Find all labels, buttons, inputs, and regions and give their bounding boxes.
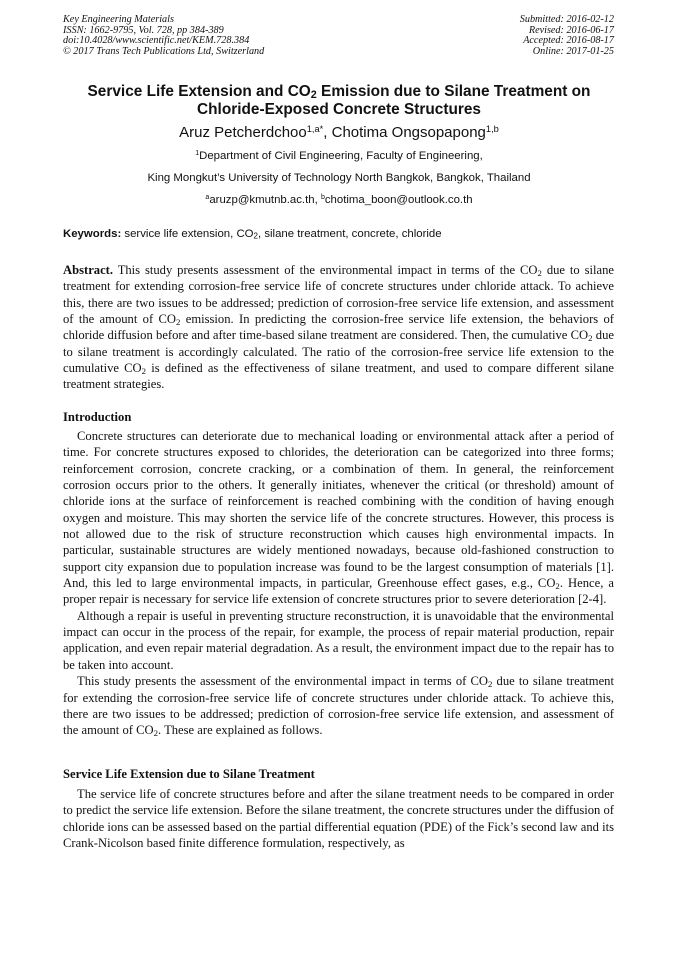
email-marker: b [320, 194, 325, 202]
email-marker: a [205, 194, 210, 202]
paragraph: Although a repair is useful in preventing structure reconstruction, it is unavoidable that the environmental impact can occur in the process of the repair, for example, the process of repair material production, repair application, and even repair material degradation. As a result, the environment impact due to the repair has to be taken into account. [63, 608, 614, 672]
date-revised: Revised: 2016-06-17 [528, 24, 614, 36]
email-b[interactable]: chotima_boon@outlook.co.th [324, 194, 473, 206]
paragraph-text: This study presents the assessment of the environmental impact in terms of CO [77, 674, 488, 689]
introduction-body [63, 428, 614, 739]
paragraph [63, 428, 614, 608]
title-text: Emission due to Silane Treatment on [316, 83, 591, 100]
subscript: 2 [588, 333, 593, 344]
abstract-text: emission. In predicting the corrosion-free service life extension, the behaviors of chloride diffusion before and after time-based silane treatment are considered. Then, the cumulative CO [63, 312, 615, 343]
journal-copyright: © 2017 Trans Tech Publications Ltd, Switzerland [63, 45, 265, 57]
subscript: 2 [141, 365, 147, 376]
title-subscript: 2 [310, 89, 317, 102]
affiliation-line-1 [40, 149, 638, 163]
abstract-text: This study presents assessment of the environmental impact in terms of the CO [113, 263, 538, 277]
subscript: 2 [153, 727, 158, 738]
abstract-text: due to silane treatment is accordingly calculated. The ratio of the corrosion-free service life extension to the cumulative CO [63, 328, 614, 376]
subscript: 2 [487, 678, 493, 689]
keywords-subscript: 2 [253, 231, 258, 241]
date-online: Online: 2017-01-25 [532, 45, 614, 57]
title-text: Service Life Extension and CO [87, 83, 311, 100]
email-a[interactable]: aruzp@kmutnb.ac.th, [209, 194, 321, 206]
keywords-label: Keywords: [63, 228, 122, 240]
author-1-affiliation: 1,a* [306, 123, 324, 134]
journal-info [63, 15, 264, 57]
paragraph-text: . These are explained as follows. [158, 723, 323, 738]
paragraph-text: Concrete structures can deteriorate due to mechanical loading or environmental attack after a period of time. For concrete structures exposed to chlorides, the deterioration can be categorized into three forms; reinforcement corrosion, concrete cracking, or a combination of them. In general, the reinforcement corrosion occurs prior to the others. It generally initiates, whenever the critical (or threshold) amount of chloride ions at the surface of reinforcement is reached combining with the condition of having enough oxygen and moisture. This may shorten the service life of the concrete structures. However, this process is not allowed due to the risk of structure reconstruction which causes high environmental impacts. In particular, sustainable structures are widely mentioned nowadays, because old-fashioned construction to support city expansion due to population increase was found to be the largest consumption of materials [1]. And, this led to large environmental impacts, in particular, Greenhouse effect gases, e.g., CO [63, 429, 614, 591]
paragraph-text: . Hence, a proper repair is necessary for service life extension of concrete structures prior to severe deterioration [2-4]. [63, 576, 614, 607]
paragraph-text: due to silane treatment for extending the corrosion-free service life of concrete structures under chloride attack. To achieve this, there are two issues to be addressed; prediction of corrosion-free service life extension, and assessment of the amount of CO [63, 674, 614, 738]
affiliation-marker: 1 [195, 150, 200, 158]
affiliation-text: Department of Civil Engineering, Faculty of Engineering, [199, 150, 483, 162]
journal-name: Key Engineering Materials [63, 14, 174, 25]
publication-dates [520, 15, 614, 57]
paper-title [40, 83, 638, 119]
author-emails [40, 193, 638, 207]
keywords-text: service life extension, CO [121, 228, 254, 240]
author-2: Chotima Ongsopapong [331, 124, 486, 141]
section-heading-service-life-extension: Service Life Extension due to Silane Treatment [63, 767, 315, 781]
subscript: 2 [555, 580, 560, 591]
date-submitted: Submitted: 2016-02-12 [519, 14, 614, 25]
paragraph: The service life of concrete structures before and after the silane treatment needs to be compared in order to predict the service life extension. Before the silane treatment, the concrete structures under the diffusion of chloride ions can be assessed based on the partial differential equation (PDE) of the Fick’s second law and its Crank-Nicolson based finite difference formulation, respectively, as [63, 787, 614, 851]
keywords-text: , silane treatment, concrete, chloride [257, 228, 442, 240]
date-accepted: Accepted: 2016-08-17 [523, 35, 614, 47]
abstract-label: Abstract. [63, 263, 114, 277]
author-separator: , [323, 124, 332, 141]
journal-doi: doi:10.4028/www.scientific.net/KEM.728.384 [63, 35, 250, 47]
abstract-text: due to silane treatment for extending corrosion-free service life of concrete structures under chloride attack. To achieve this, there are two issues to be addressed; prediction of corrosion-free service life extension, and assessment of the amount of CO [63, 263, 614, 327]
author-1: Aruz Petcherdchoo [179, 124, 307, 141]
abstract [63, 262, 614, 393]
section-2-body [63, 786, 614, 851]
author-list [40, 124, 638, 142]
affiliation-line-2: King Mongkut’s University of Technology North Bangkok, Bangkok, Thailand [147, 172, 531, 184]
author-2-affiliation: 1,b [485, 123, 499, 134]
subscript: 2 [176, 316, 181, 327]
abstract-text: is defined as the effectiveness of silane treatment, and used to compare different silane treatment strategies. [63, 361, 614, 392]
paragraph [63, 673, 614, 738]
section-heading-introduction: Introduction [63, 410, 132, 424]
journal-issn: ISSN: 1662-9795, Vol. 728, pp 384-389 [63, 24, 224, 36]
keywords [63, 227, 623, 241]
title-line-2: Chloride-Exposed Concrete Structures [197, 101, 481, 118]
subscript: 2 [537, 267, 542, 278]
